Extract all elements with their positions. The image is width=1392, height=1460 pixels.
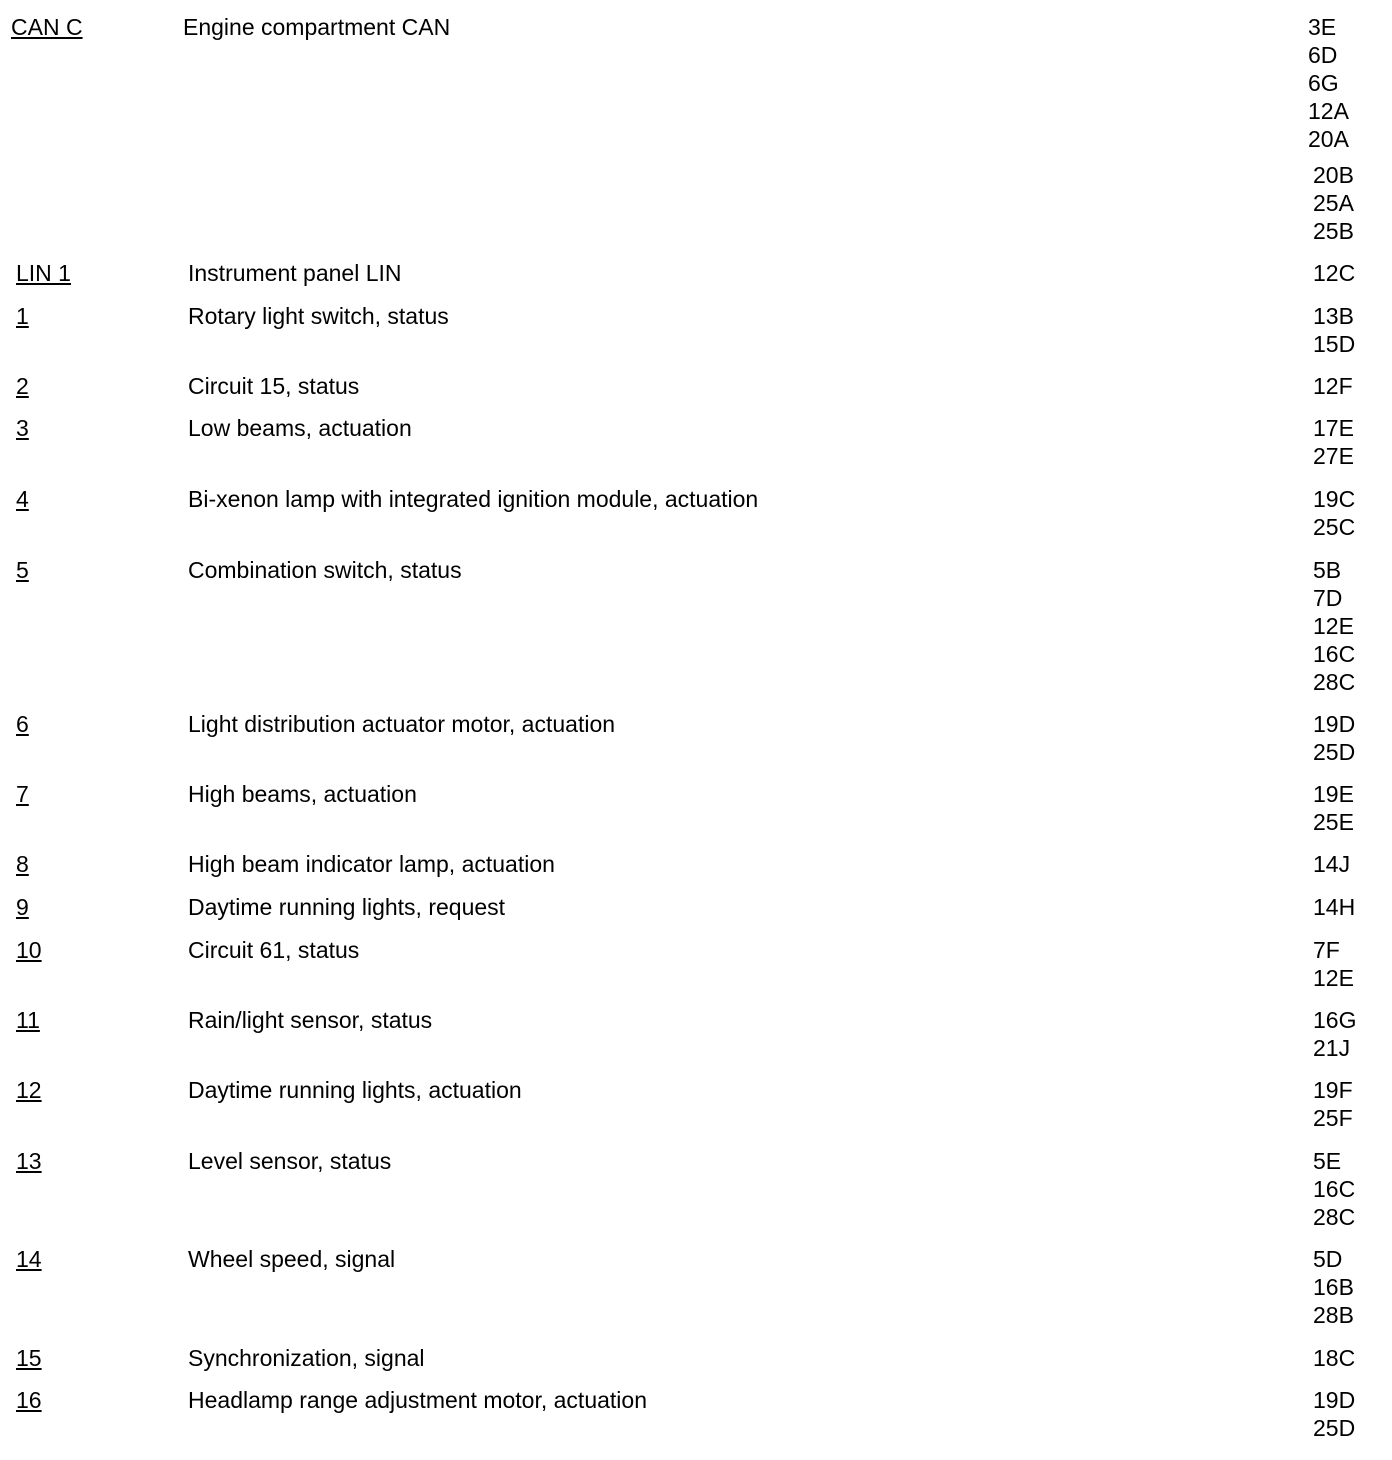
entry-key-link[interactable]: 2: [16, 373, 29, 399]
reference: 12F: [1313, 373, 1353, 399]
entry-references: [1313, 1147, 1355, 1231]
entry-description: Headlamp range adjustment motor, actuation: [188, 1387, 647, 1413]
reference: 17E: [1313, 415, 1354, 441]
reference: 19C: [1313, 486, 1356, 512]
entry-description: Level sensor, status: [188, 1148, 392, 1174]
entry-key-link[interactable]: 9: [16, 894, 29, 920]
entry-key-link[interactable]: 1: [16, 303, 29, 329]
entry-key-link[interactable]: 8: [16, 851, 29, 877]
reference: 5B: [1313, 557, 1342, 583]
reference: 16C: [1313, 1176, 1356, 1202]
reference: 12E: [1313, 613, 1354, 639]
reference: 14J: [1313, 851, 1351, 877]
entry-references: [1313, 780, 1354, 836]
reference: 18C: [1313, 1345, 1356, 1371]
entry-references: [1313, 1344, 1355, 1372]
reference: 16B: [1313, 1274, 1354, 1300]
reference: 28C: [1313, 1204, 1356, 1230]
entry-references: [1313, 1386, 1355, 1442]
entry-description: Rain/light sensor, status: [188, 1007, 433, 1033]
reference: 19D: [1313, 1387, 1356, 1413]
entry-key-link[interactable]: 13: [16, 1148, 42, 1174]
entry-references: [1313, 710, 1355, 766]
reference: 5D: [1313, 1246, 1343, 1272]
reference: 14H: [1313, 894, 1356, 920]
entry-description: Circuit 61, status: [188, 937, 360, 963]
reference: 20A: [1308, 126, 1349, 152]
entry-references: [1313, 485, 1355, 541]
reference: 19F: [1313, 1077, 1353, 1103]
reference: 12E: [1313, 965, 1354, 991]
entry-key-link[interactable]: 3: [16, 415, 29, 441]
reference: 20B: [1313, 162, 1354, 188]
reference: 6G: [1308, 70, 1339, 96]
reference: 21J: [1313, 1035, 1351, 1061]
reference: 19E: [1313, 781, 1354, 807]
reference: 27E: [1313, 443, 1354, 469]
entry-key-link[interactable]: 4: [16, 486, 29, 512]
reference: 25B: [1313, 218, 1354, 244]
entry-references: [1313, 556, 1355, 696]
entry-description: Engine compartment CAN: [183, 14, 451, 40]
entry-key-link[interactable]: 16: [16, 1387, 42, 1413]
entry-key-link[interactable]: 15: [16, 1345, 42, 1371]
entry-references: [1313, 850, 1350, 878]
entry-key-link[interactable]: 7: [16, 781, 29, 807]
entry-description: Low beams, actuation: [188, 415, 412, 441]
entry-references: [1313, 893, 1355, 921]
entry-references: [1313, 302, 1355, 358]
reference: 25C: [1313, 514, 1356, 540]
reference: 25E: [1313, 809, 1354, 835]
entry-description: Daytime running lights, request: [188, 894, 506, 920]
reference: 12C: [1313, 260, 1356, 286]
reference: 25D: [1313, 1415, 1356, 1441]
reference: 25D: [1313, 739, 1356, 765]
entry-description: Synchronization, signal: [188, 1345, 425, 1371]
entry-references: [1313, 414, 1354, 470]
entry-references: [1313, 936, 1354, 992]
reference: 25F: [1313, 1105, 1353, 1131]
entry-references: [1313, 1245, 1354, 1329]
entry-references: [1308, 13, 1354, 245]
entry-description: Rotary light switch, status: [188, 303, 449, 329]
entry-description: Circuit 15, status: [188, 373, 360, 399]
entry-key-link[interactable]: 5: [16, 557, 29, 583]
reference: 7D: [1313, 585, 1343, 611]
entry-references: [1313, 1076, 1353, 1132]
reference: 7F: [1313, 937, 1340, 963]
reference: 19D: [1313, 711, 1356, 737]
entry-description: Daytime running lights, actuation: [188, 1077, 522, 1103]
reference: 12A: [1308, 98, 1349, 124]
entry-key-link[interactable]: CAN C: [11, 14, 83, 40]
entry-key-link[interactable]: 10: [16, 937, 42, 963]
entry-key-link[interactable]: 14: [16, 1246, 42, 1272]
reference: 5E: [1313, 1148, 1342, 1174]
reference: 28C: [1313, 669, 1356, 695]
entry-references: [1313, 1006, 1356, 1062]
reference: 13B: [1313, 303, 1354, 329]
reference: 6D: [1308, 42, 1338, 68]
reference: 15D: [1313, 331, 1356, 357]
entry-key-link[interactable]: 6: [16, 711, 29, 737]
entry-key-link[interactable]: 11: [16, 1007, 40, 1033]
reference: 3E: [1308, 14, 1337, 40]
entry-description: Wheel speed, signal: [188, 1246, 396, 1272]
entry-description: Instrument panel LIN: [188, 260, 402, 286]
entry-key-link[interactable]: LIN 1: [16, 260, 71, 286]
entry-description: High beam indicator lamp, actuation: [188, 851, 555, 877]
entry-description: Bi-xenon lamp with integrated ignition module, actuation: [188, 486, 759, 512]
entry-key-link[interactable]: 12: [16, 1077, 42, 1103]
entry-description: High beams, actuation: [188, 781, 417, 807]
entry-description: Combination switch, status: [188, 557, 462, 583]
reference: 16G: [1313, 1007, 1357, 1033]
entry-references: [1313, 372, 1353, 400]
reference: 25A: [1313, 190, 1354, 216]
entry-description: Light distribution actuator motor, actuation: [188, 711, 616, 737]
entry-references: [1313, 259, 1355, 287]
reference: 16C: [1313, 641, 1356, 667]
reference: 28B: [1313, 1302, 1354, 1328]
